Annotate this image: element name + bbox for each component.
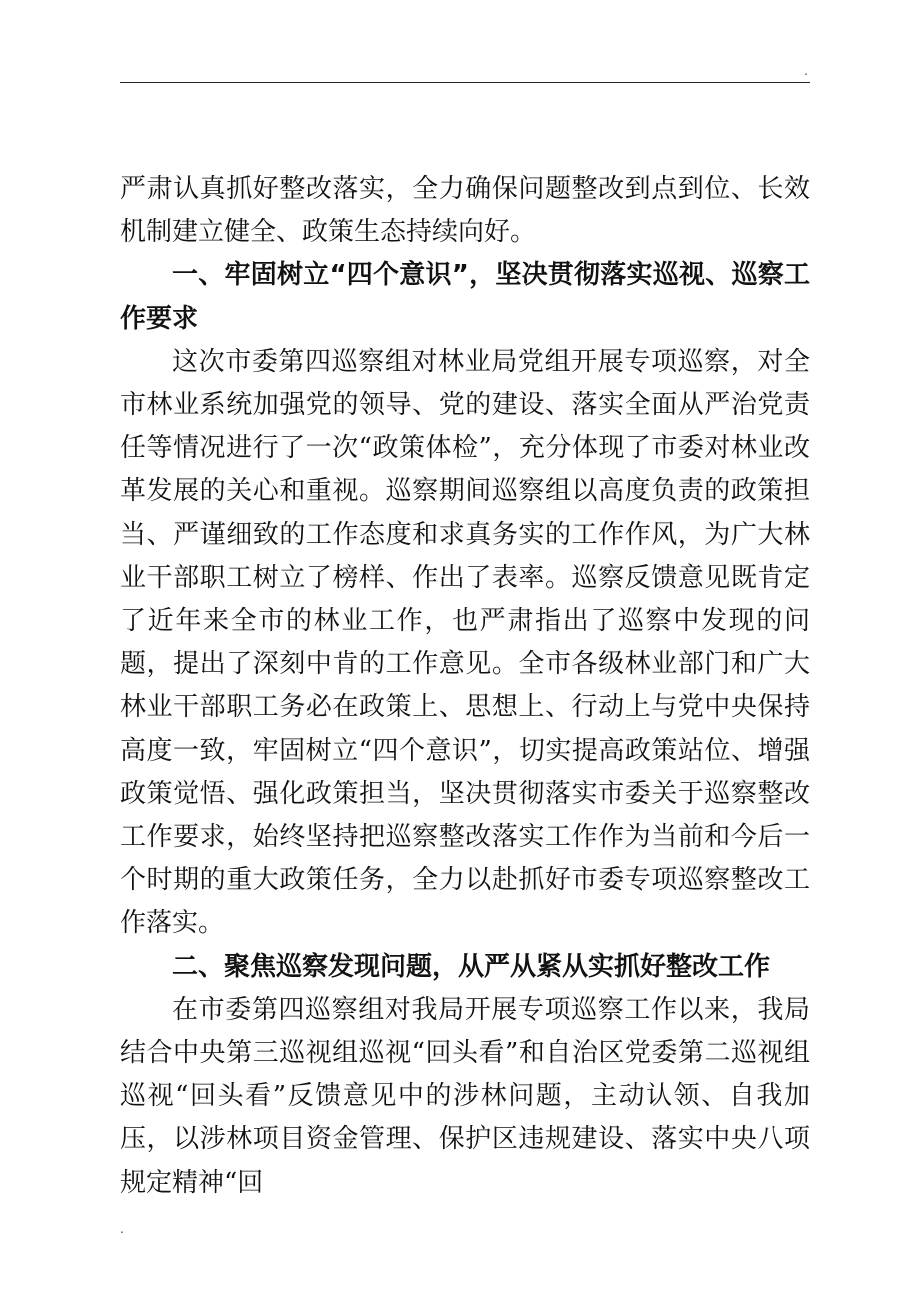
- section-heading-2: 二、聚焦巡察发现问题，从严从紧从实抓好整改工作: [172, 951, 771, 982]
- document-body: [120, 168, 810, 1205]
- header-mark: .: [804, 64, 808, 78]
- paragraph-section-2: 在市委第四巡察组对我局开展专项巡察工作以来，我局结合中央第三巡视组巡视“回头看”和自治区党委第二巡视组巡视“回头看”反馈意见中的涉林问题，主动认领、自我加压，以涉林项目资金管理、保护区违规建设、落实中央八项规定精神“回: [120, 994, 810, 1198]
- section-heading-1: 一、牢固树立“四个意识”，坚决贯彻落实巡视、巡察工作要求: [120, 260, 810, 334]
- header-rule: [120, 82, 810, 83]
- footer-mark: .: [120, 1222, 124, 1236]
- paragraph-section-1: 这次市委第四巡察组对林业局党组开展专项巡察，对全市林业系统加强党的领导、党的建设、落实全面从严治党责任等情况进行了一次“政策体检”，充分体现了市委对林业改革发展的关心和重视。巡察期间巡察组以高度负责的政策担当、严谨细致的工作态度和求真务实的工作作风，为广大林业干部职工树立了榜样、作出了表率。巡察反馈意见既肯定了近年来全市的林业工作，也严肃指出了巡察中发现的问题，提出了深刻中肯的工作意见。全市各级林业部门和广大林业干部职工务必在政策上、思想上、行动上与党中央保持高度一致，牢固树立“四个意识”，切实提高政策站位、增强政策觉悟、强化政策担当，坚决贯彻落实市委关于巡察整改工作要求，始终坚持把巡察整改落实工作作为当前和今后一个时期的重大政策任务，全力以赴抓好市委专项巡察整改工作落实。: [120, 346, 810, 939]
- paragraph-continuation: 严肃认真抓好整改落实，全力确保问题整改到点到位、长效机制建立健全、政策生态持续向好。: [120, 174, 810, 248]
